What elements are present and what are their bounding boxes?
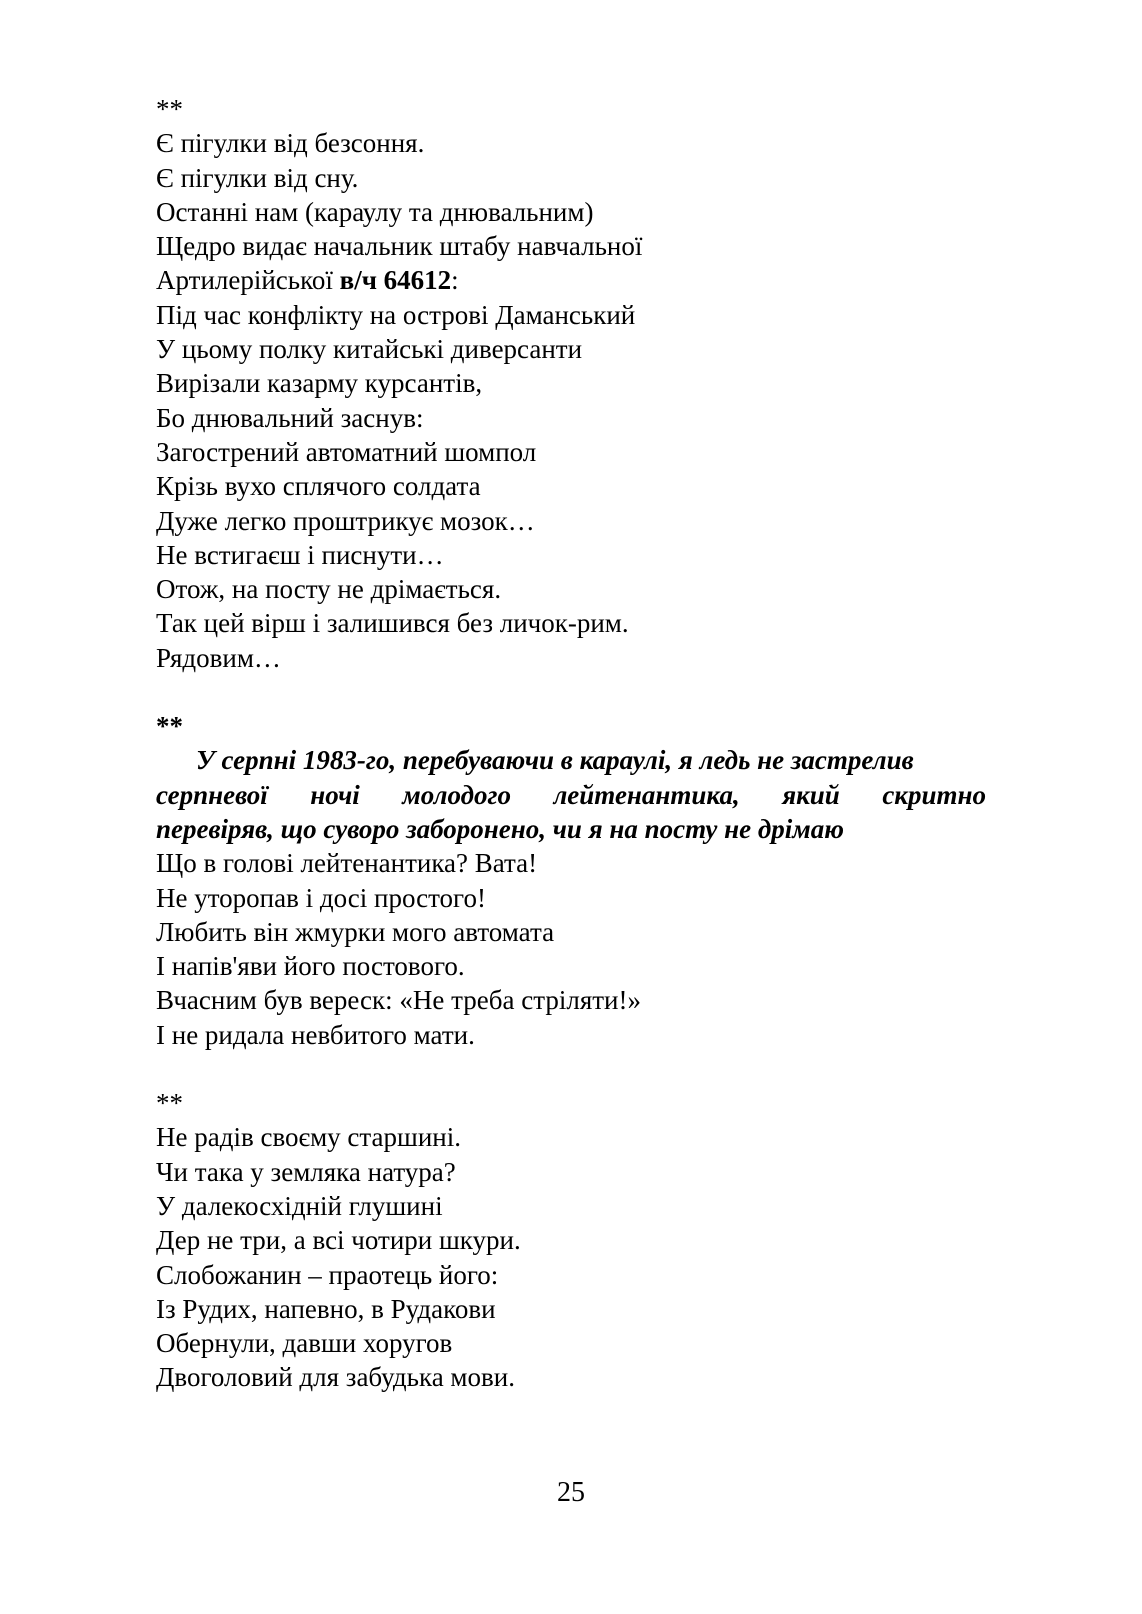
poem-line-unit <box>156 263 986 297</box>
poem-line: Що в голові лейтенантика? Вата! <box>156 848 538 879</box>
unit-line-suffix: : <box>451 265 459 296</box>
poem-line: Дуже легко проштрикує мозок… <box>156 505 535 536</box>
poem-line: Є пігулки від безсоння. <box>156 128 425 159</box>
poem-line: Останні нам (караулу та днювальним) <box>156 196 594 227</box>
poem-line: Загострений автоматний шомпол <box>156 436 537 467</box>
poem-line: Є пігулки від сну. <box>156 162 359 193</box>
poem-line: І напів'яви його постового. <box>156 951 465 982</box>
poem-line: Двоголовий для забудька мови. <box>156 1362 515 1393</box>
poem-intro-line: перевіряв, що суворо заборонено, чи я на посту не дрімаю <box>156 813 844 844</box>
poem-separator: ** <box>156 94 183 124</box>
poem-line: Слобожанин – праотець його: <box>156 1259 499 1290</box>
poem-line: Вчасним був вереск: «Не треба стріляти!» <box>156 985 641 1016</box>
poem-intro-line: У серпні 1983-го, перебуваючи в караулі, я ледь не застрелив <box>196 745 914 776</box>
poem-line: Дер не три, а всі чотири шкури. <box>156 1225 521 1256</box>
poem-line: Крізь вухо сплячого солдата <box>156 471 481 502</box>
poem-line: Чи така у земляка натура? <box>156 1156 456 1187</box>
poem-line: У далекосхідній глушині <box>156 1190 443 1221</box>
poem-line: Рядовим… <box>156 642 281 673</box>
page-number: 25 <box>557 1477 585 1508</box>
poem-line: У цьому полку китайські диверсанти <box>156 334 583 365</box>
poem-line: Обернули, давши хоругов <box>156 1328 453 1359</box>
poem-line: Не уторопав і досі простого! <box>156 882 486 913</box>
poem-line: Так цей вірш і залишився без личок-рим. <box>156 608 629 639</box>
unit-line-prefix: Артилерійської <box>156 265 340 296</box>
poem-line: Любить він жмурки мого автомата <box>156 916 555 947</box>
stanza-gap <box>156 1052 986 1086</box>
poem-intro-line: серпневої ночі молодого лейтенантика, який скритно <box>156 779 986 810</box>
stanza-gap <box>156 675 986 709</box>
poem-line: Отож, на посту не дрімається. <box>156 574 502 605</box>
poem-line: Не встигаєш і писнути… <box>156 539 444 570</box>
poem-separator: ** <box>156 711 183 742</box>
poem-line: Не радів своєму старшині. <box>156 1122 461 1153</box>
poem-line: Щедро видає начальник штабу навчальної <box>156 231 643 262</box>
poem-line: І не ридала невбитого мати. <box>156 1019 475 1050</box>
poem-separator: ** <box>156 1088 183 1119</box>
page-content <box>156 92 986 1395</box>
poem-line: Із Рудих, напевно, в Рудакови <box>156 1293 496 1324</box>
poem-line: Бо днювальний заснув: <box>156 402 424 433</box>
unit-number: в/ч 64612 <box>339 265 452 296</box>
poem-line: Під час конфлікту на острові Даманський <box>156 299 636 330</box>
poem-line: Вирізали казарму курсантів, <box>156 368 483 399</box>
